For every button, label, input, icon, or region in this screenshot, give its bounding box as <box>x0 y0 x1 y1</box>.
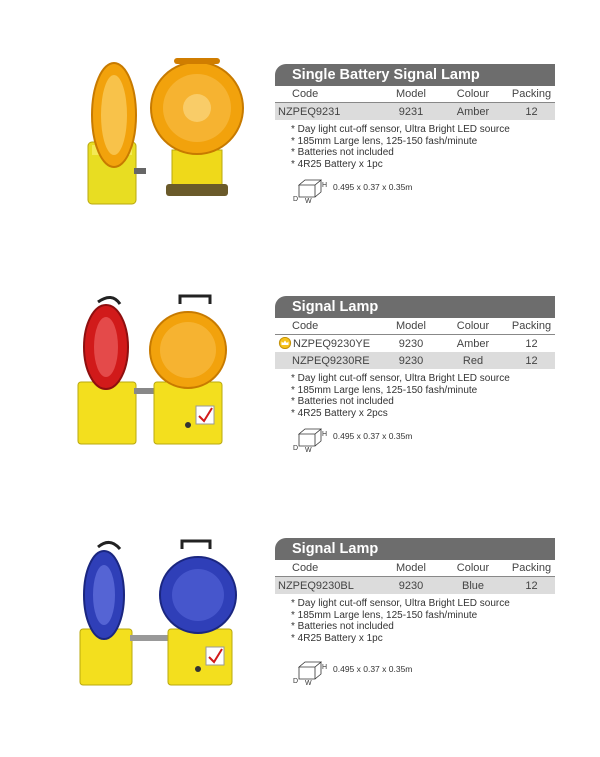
dim-h-label: H <box>322 430 328 438</box>
product-title: Signal Lamp <box>275 538 555 560</box>
col-colour: Colour <box>438 86 508 103</box>
dimension-value: 0.495 x 0.37 x 0.35m <box>333 430 413 441</box>
product-table <box>275 86 555 120</box>
feature-item: * Day light cut-off sensor, Ultra Bright LED source <box>291 373 510 384</box>
table-header-row <box>275 318 555 335</box>
table-header-row <box>275 560 555 577</box>
table-row <box>275 577 555 595</box>
table-row <box>275 352 555 369</box>
feature-item: * 185mm Large lens, 125-150 fash/minute <box>291 135 478 147</box>
table-row <box>275 335 555 353</box>
red-amber-lamp-photo <box>70 292 270 457</box>
dimensions <box>293 659 555 685</box>
dim-w-label: W <box>305 197 312 203</box>
col-model: Model <box>384 86 438 103</box>
cell-model: 9230 <box>384 352 438 369</box>
feature-list <box>275 598 555 645</box>
table-row <box>275 103 555 121</box>
cell-packing: 12 <box>525 337 538 350</box>
feature-item: * Batteries not included <box>291 147 394 159</box>
cell-model: 9230 <box>398 337 424 350</box>
product-table <box>275 318 555 369</box>
feature-item: * Batteries not included <box>291 396 394 408</box>
dimension-value: 0.495 x 0.37 x 0.35m <box>333 181 413 192</box>
cell-code: NZPEQ9230YE <box>293 338 371 350</box>
col-code: Code <box>275 86 384 103</box>
feature-item: * Day light cut-off sensor, Ultra Bright LED source <box>291 124 510 135</box>
box-dimensions-icon <box>293 177 329 203</box>
blue-lamp-photo <box>70 537 270 697</box>
feature-item: * 185mm Large lens, 125-150 fash/minute <box>291 609 478 621</box>
feature-list <box>275 124 555 171</box>
col-packing: Packing <box>508 560 555 577</box>
product-table <box>275 560 555 594</box>
col-packing: Packing <box>508 86 555 103</box>
product-info <box>275 538 555 685</box>
product-image <box>70 537 270 697</box>
box-dimensions-icon <box>293 659 329 685</box>
feature-item: * Batteries not included <box>291 621 394 633</box>
dimension-value: 0.495 x 0.37 x 0.35m <box>333 663 413 674</box>
cell-packing: 12 <box>508 577 555 595</box>
feature-list <box>275 373 555 420</box>
product-info <box>275 64 555 203</box>
product-image <box>70 50 270 220</box>
cell-model: 9231 <box>384 103 438 121</box>
col-colour: Colour <box>438 318 508 335</box>
product-image <box>70 292 270 457</box>
feature-item: * 185mm Large lens, 125-150 fash/minute <box>291 384 478 396</box>
col-colour: Colour <box>438 560 508 577</box>
feature-item: * Day light cut-off sensor, Ultra Bright LED source <box>291 598 510 609</box>
dim-d-label: D <box>293 195 299 203</box>
cell-code: NZPEQ9231 <box>275 103 384 121</box>
dim-h-label: H <box>322 663 328 671</box>
cell-colour: Red <box>438 352 508 369</box>
box-dimensions-icon <box>293 426 329 452</box>
dim-h-label: H <box>322 181 328 189</box>
crown-icon <box>278 337 292 349</box>
dim-d-label: D <box>293 677 299 685</box>
dim-w-label: W <box>305 679 312 685</box>
cell-code: NZPEQ9230BL <box>275 577 384 595</box>
dim-w-label: W <box>305 446 312 452</box>
dim-d-label: D <box>293 444 299 452</box>
product-title: Signal Lamp <box>275 296 555 318</box>
cell-colour: Blue <box>438 577 508 595</box>
cell-colour: Amber <box>438 103 508 121</box>
col-code: Code <box>275 560 384 577</box>
col-model: Model <box>384 560 438 577</box>
dimensions <box>293 426 555 452</box>
dimensions <box>293 177 555 203</box>
feature-item: * 4R25 Battery x 1pc <box>291 159 383 171</box>
amber-lamp-photo <box>70 50 270 220</box>
table-header-row <box>275 86 555 103</box>
cell-colour: Amber <box>456 337 490 350</box>
product-title: Single Battery Signal Lamp <box>275 64 555 86</box>
cell-model: 9230 <box>384 577 438 595</box>
product-info <box>275 296 555 452</box>
cell-packing: 12 <box>508 352 555 369</box>
col-model: Model <box>384 318 438 335</box>
feature-item: * 4R25 Battery x 2pcs <box>291 408 388 420</box>
col-code: Code <box>275 318 384 335</box>
cell-code: NZPEQ9230RE <box>275 352 384 369</box>
col-packing: Packing <box>508 318 555 335</box>
cell-packing: 12 <box>508 103 555 121</box>
feature-item: * 4R25 Battery x 1pc <box>291 633 383 645</box>
